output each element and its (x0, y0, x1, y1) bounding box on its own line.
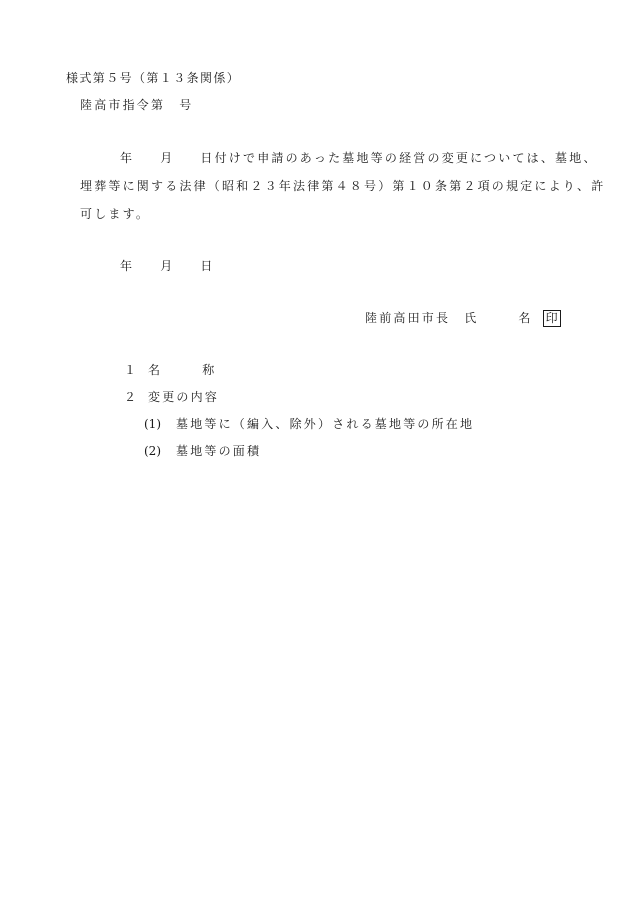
list-item (124, 362, 216, 378)
name-label-first: 氏 (464, 311, 479, 325)
body-text-line-3: 可します。 (80, 207, 151, 221)
item-label-second: 称 (202, 363, 217, 377)
mayor-signature (365, 310, 561, 327)
list-item (124, 389, 219, 405)
body-month-label: 月 (160, 151, 175, 165)
item-label-first: 名 (148, 363, 163, 377)
date-year-label: 年 (120, 259, 135, 273)
item-label: 変更の内容 (148, 390, 220, 404)
date-day-label: 日 (200, 259, 215, 273)
sub-item-number: (2) (144, 444, 161, 458)
sub-item-label: 墓地等に（編入、除外）される墓地等の所在地 (176, 417, 475, 431)
name-label-second: 名 (518, 311, 533, 325)
item-number: ２ (124, 390, 137, 404)
issue-date (120, 258, 215, 274)
sub-list-item (144, 443, 261, 459)
sub-item-label: 墓地等の面積 (176, 444, 262, 458)
seal-box: 印 (543, 310, 561, 327)
form-number: 様式第５号（第１３条関係） (66, 71, 241, 85)
document-number-prefix: 陸高市指令第 (80, 98, 166, 112)
item-number: １ (124, 363, 137, 377)
date-month-label: 月 (160, 259, 175, 273)
sub-list-item (144, 416, 474, 432)
body-year-label: 年 (120, 151, 135, 165)
body-text-line-2: 埋葬等に関する法律（昭和２３年法律第４８号）第１０条第２項の規定により、許 (80, 179, 606, 193)
mayor-title: 陸前高田市長 (365, 311, 451, 325)
body-text-continuation: 日付けで申請のあった墓地等の経営の変更については、墓地、 (200, 151, 598, 165)
sub-item-number: (1) (144, 417, 161, 431)
document-number (80, 97, 193, 113)
document-number-suffix: 号 (179, 98, 194, 112)
body-text-line-1 (120, 150, 598, 166)
